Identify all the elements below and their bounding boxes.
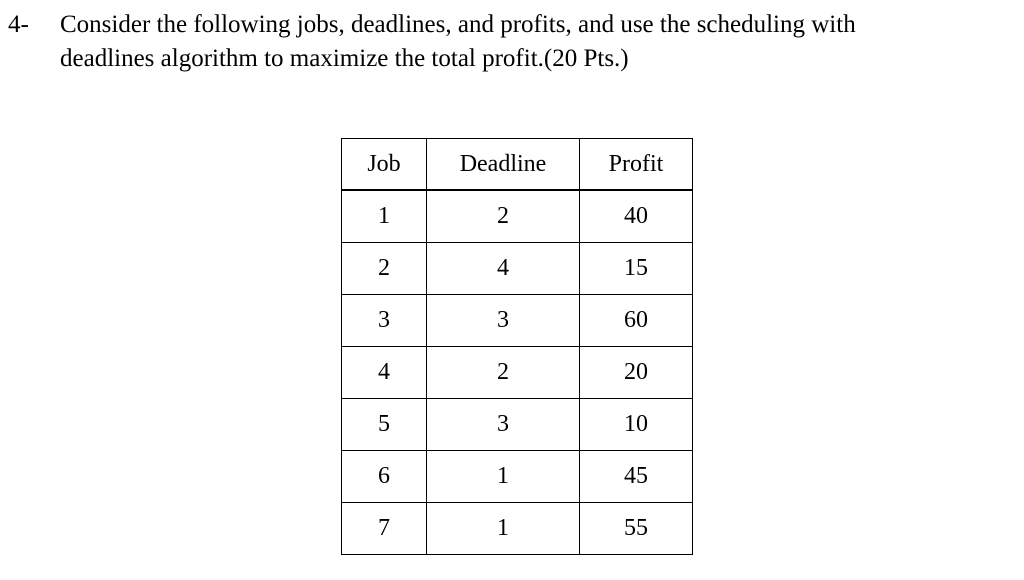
profit-cell: 10 xyxy=(580,399,693,451)
job-cell: 7 xyxy=(342,503,427,555)
job-cell: 2 xyxy=(342,243,427,295)
deadline-cell: 3 xyxy=(427,399,580,451)
table-row xyxy=(342,451,693,503)
job-cell: 1 xyxy=(342,190,427,243)
question-line-1 xyxy=(60,8,856,42)
question-line-1-text: Consider the following jobs, deadlines, and profits, and use the scheduling with xyxy=(60,11,856,38)
table-row xyxy=(342,190,693,243)
job-cell: 4 xyxy=(342,347,427,399)
table-row xyxy=(342,503,693,555)
table-row xyxy=(342,243,693,295)
profit-cell: 55 xyxy=(580,503,693,555)
profit-cell: 15 xyxy=(580,243,693,295)
profit-cell: 40 xyxy=(580,190,693,243)
jobs-table xyxy=(341,138,693,555)
job-cell: 3 xyxy=(342,295,427,347)
deadline-cell: 2 xyxy=(427,347,580,399)
profit-cell: 45 xyxy=(580,451,693,503)
table-row xyxy=(342,295,693,347)
header-profit: Profit xyxy=(580,139,693,191)
profit-cell: 60 xyxy=(580,295,693,347)
question-number: 4- xyxy=(8,11,29,38)
deadline-cell: 2 xyxy=(427,190,580,243)
job-cell: 5 xyxy=(342,399,427,451)
table-header-row xyxy=(342,139,693,191)
deadline-cell: 3 xyxy=(427,295,580,347)
header-deadline: Deadline xyxy=(427,139,580,191)
job-cell: 6 xyxy=(342,451,427,503)
table-row xyxy=(342,399,693,451)
header-job: Job xyxy=(342,139,427,191)
deadline-cell: 1 xyxy=(427,451,580,503)
deadline-cell: 4 xyxy=(427,243,580,295)
table-row xyxy=(342,347,693,399)
question-line-2: deadlines algorithm to maximize the total profit.(20 Pts.) xyxy=(60,45,629,72)
profit-cell: 20 xyxy=(580,347,693,399)
deadline-cell: 1 xyxy=(427,503,580,555)
